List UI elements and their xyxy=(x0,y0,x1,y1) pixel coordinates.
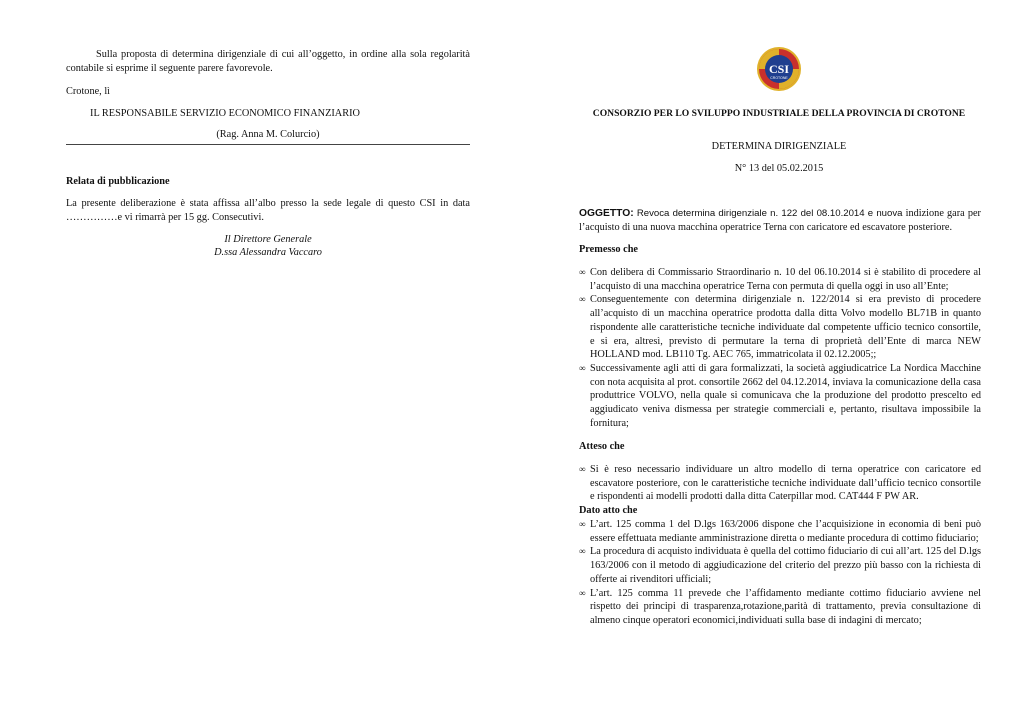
subject-sans: Revoca determina dirigenziale n. 122 del 08.10.2014 e nuova xyxy=(636,208,903,219)
doc-number: N° 13 del 05.02.2015 xyxy=(734,163,824,174)
subject-label: OGGETTO: xyxy=(579,208,634,219)
section-heading-atteso: Atteso che xyxy=(579,441,625,452)
signer-name: (Rag. Anna M. Colurcio) xyxy=(216,129,320,140)
csi-logo xyxy=(756,46,802,92)
list-item: ∞ Si è reso necessario individuare un altro modello di terna operatrice con caricatore ed escavatore posteriore, con le caratteristiche tecniche individuate dall’ufficio tecnico consortile e rispondenti ai modelli prodotti dalla ditta Caterpillar mod. CAT444 F PW AR. xyxy=(579,464,981,503)
list-premesso xyxy=(579,266,981,430)
svg-text:CROTONE: CROTONE xyxy=(770,76,788,80)
list-item: ∞ La procedura di acquisto individuata è quella del cottimo fiduciario di cui all’art. 125 del D.lgs 163/2006 con il metodo di aggiudicazione del criterio del prezzo più basso con la richiesta di offerte ai rivenditori ufficiali; xyxy=(579,546,981,585)
csi-logo-icon xyxy=(756,46,802,92)
consortium-name: CONSORZIO PER LO SVILUPPO INDUSTRIALE DELLA PROVINCIA DI CROTONE xyxy=(592,108,966,119)
director-name: D.ssa Alessandra Vaccaro xyxy=(214,247,322,258)
section-heading-premesso: Premesso che xyxy=(579,244,638,255)
list-item: ∞ Con delibera di Commissario Straordinario n. 10 del 06.10.2014 si è stabilito di procedere al l’acquisto di una macchina operatrice Terna con permuta di quella oggi in uso all’Ente; xyxy=(579,267,981,292)
director-title: Il Direttore Generale xyxy=(224,234,312,245)
intro-paragraph: Sulla proposta di determina dirigenziale di cui all’oggetto, in ordine alla sola regolarità contabile si esprime il seguente parere favorevole. xyxy=(66,49,470,74)
list-dato xyxy=(579,518,981,628)
list-item: ∞ L’art. 125 comma 1 del D.lgs 163/2006 dispone che l’acquisizione in economia di beni può essere effettuata mediante amministrazione diretta o mediante procedura di cottimo fiduciario; xyxy=(579,519,981,544)
place-date: Crotone, lì xyxy=(66,86,111,97)
signer-title: IL RESPONSABILE SERVIZIO ECONOMICO FINANZIARIO xyxy=(90,108,360,119)
list-atteso xyxy=(579,463,981,504)
relata-text: La presente deliberazione è stata affissa all’albo presso la sede legale di questo CSI in data ……………e vi rimarrà per 15 gg. Consecutivi. xyxy=(66,198,470,223)
section-heading-dato: Dato atto che xyxy=(579,505,638,516)
subject-rest: indizione gara per l’acquisto di una nuova macchina operatrice Terna con caricatore ed escavatore posteriore. xyxy=(579,208,981,233)
divider-line xyxy=(66,144,470,145)
svg-text:CSI: CSI xyxy=(768,62,790,76)
doc-type: DETERMINA DIRIGENZIALE xyxy=(711,141,847,152)
list-item: ∞ Successivamente agli atti di gara formalizzati, la società aggiudicatrice La Nordica Macchine con nota acquisita al prot. consortile 2662 del 04.12.2014, inviava la comunicazione della casa produttrice VOLVO, nella quale si comunicava che la produzione del prodotto prescelto ed aggiudicato veniva dismessa per strategie commerciali e, pertanto, risultava impossibile la fornitura; xyxy=(579,362,981,429)
subject xyxy=(579,207,981,234)
list-item: ∞ Conseguentemente con determina dirigenziale n. 122/2014 si era previsto di procedere all’acquisto di un macchina operatrice prodotta dalla ditta Volvo modello BL71B in quanto rispondente alle caratteristiche tecniche individuate dal competente ufficio tecnico consortile, e si era, altresì, previsto di permutare la terna di proprietà dell’Ente di marca NEW HOLLAND mod. LB110 Tg. AEC 765, immatricolata il 02.12.2005;; xyxy=(579,294,981,361)
relata-heading: Relata di pubblicazione xyxy=(66,176,170,187)
list-item: ∞ L’art. 125 comma 11 prevede che l’affidamento mediante cottimo fiduciario avviene nel rispetto dei principi di trasparenza,rotazione,parità di trattamento, previa consultazione di almeno cinque operatori economici,individuati sulla base di indagini di mercato; xyxy=(579,587,981,626)
